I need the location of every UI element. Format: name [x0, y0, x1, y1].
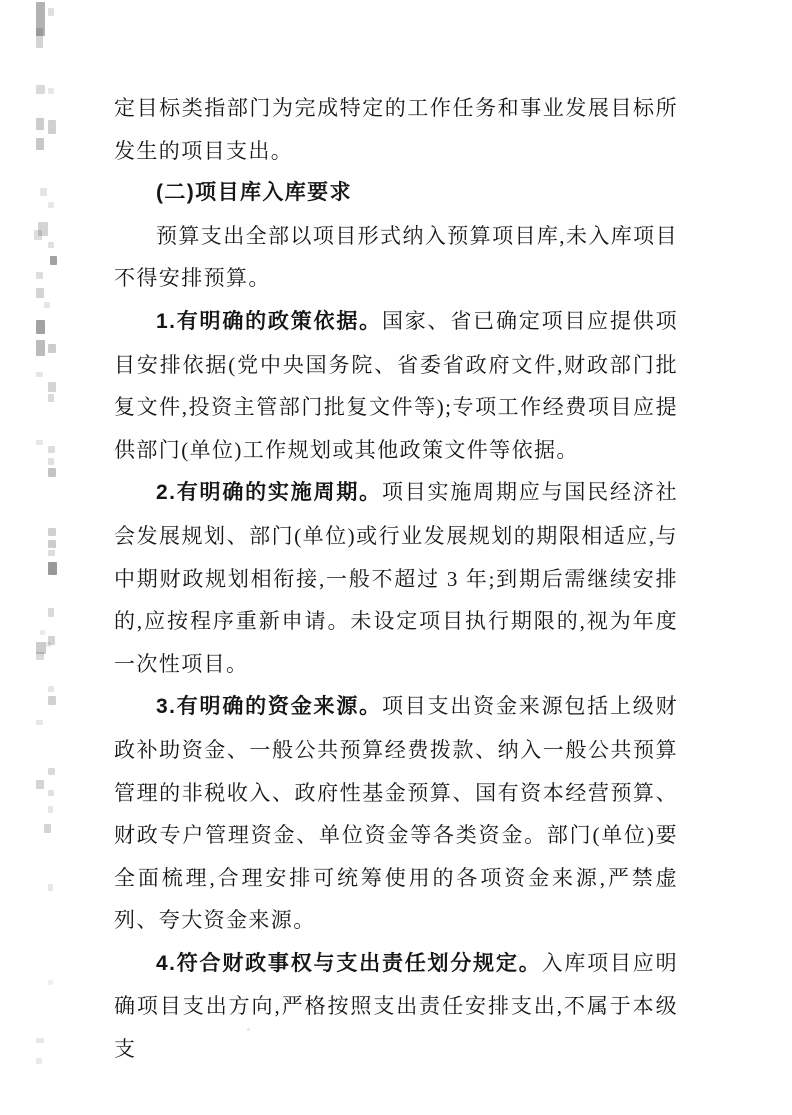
- numbered-item-2: [114, 471, 678, 685]
- scan-artifact: [48, 88, 54, 94]
- scan-artifact: [48, 120, 56, 134]
- paragraph-text: 国家、省已确定项目应提供项目安排依据(党中央国务院、省委省政府文件,财政部门批复文件,投资主管部门批复文件等);专项工作经费项目应提供部门(单位)工作规划或其他政策文件等依据。: [114, 308, 678, 462]
- scan-artifact: [36, 652, 44, 660]
- paragraph-text: 入库项目应明确项目支出方向,严格按照支出责任安排支出,不属于本级支: [114, 950, 678, 1062]
- scan-artifact: [48, 528, 56, 536]
- scan-artifact: [48, 980, 53, 985]
- scan-artifact: [36, 1058, 42, 1064]
- scan-artifact: [34, 230, 42, 240]
- scan-artifact: [48, 446, 55, 453]
- scan-artifact: [48, 696, 56, 705]
- scan-artifact: [40, 188, 47, 196]
- scan-artifact: [48, 636, 55, 645]
- scan-artifact: [36, 340, 45, 356]
- paragraph-text: 项目实施周期应与国民经济社会发展规划、部门(单位)或行业发展规划的期限相适应,与中期财政规划相衔接,一般不超过 3 年;到期后需继续安排的,应按程序重新申请。未设定项目执行期限的,视为年度一次性项目。: [114, 480, 678, 676]
- scan-artifact: [48, 540, 56, 548]
- scan-artifact: [36, 440, 43, 445]
- paragraph: [114, 87, 678, 172]
- scan-artifact: [36, 780, 44, 789]
- scan-artifact: [36, 1038, 44, 1043]
- scan-artifact: [48, 8, 54, 16]
- scan-artifact: [46, 642, 51, 647]
- scan-artifact: [36, 642, 46, 654]
- scan-artifact: [36, 720, 43, 725]
- scan-artifact: [40, 630, 45, 635]
- paragraph: [114, 215, 678, 300]
- numbered-item-4: [114, 942, 678, 1071]
- scan-artifact: [48, 562, 57, 575]
- scan-artifact: [48, 202, 54, 208]
- scan-artifact: [44, 824, 51, 833]
- scan-artifact: [36, 118, 44, 130]
- numbered-item-lead: 1.有明确的政策依据。: [156, 309, 382, 333]
- scan-artifact: [48, 608, 54, 617]
- page-content: [114, 87, 678, 1071]
- section-heading: [114, 172, 678, 215]
- scan-artifact: [48, 344, 56, 353]
- scan-artifact: [38, 222, 48, 236]
- paragraph-text: 定目标类指部门为完成特定的工作任务和事业发展目标所发生的项目支出。: [114, 96, 678, 163]
- scan-artifact: [48, 790, 54, 796]
- scan-artifact: [36, 85, 45, 94]
- numbered-item-lead: 2.有明确的实施周期。: [156, 481, 382, 505]
- scan-artifact: [36, 138, 44, 150]
- scan-artifact: [48, 394, 54, 402]
- scan-artifact: [36, 28, 43, 48]
- numbered-item-3: [114, 685, 678, 942]
- scan-artifact: [48, 242, 54, 248]
- section-heading-text: (二)项目库入库要求: [156, 181, 352, 205]
- scan-artifact: [48, 686, 54, 692]
- scan-artifact: [48, 884, 53, 891]
- scan-artifact: [36, 288, 44, 298]
- paragraph-text: 预算支出全部以项目形式纳入预算项目库,未入库项目不得安排预算。: [114, 223, 678, 291]
- scan-artifact: [48, 458, 54, 465]
- numbered-item-lead: 3.有明确的资金来源。: [156, 695, 382, 719]
- scan-artifact: [48, 550, 55, 556]
- scan-artifact: [36, 320, 45, 334]
- scan-artifact: [44, 302, 50, 308]
- scan-artifact: [36, 372, 43, 377]
- numbered-item-lead: 4.符合财政事权与支出责任划分规定。: [156, 951, 542, 975]
- scan-artifact: [48, 806, 53, 813]
- numbered-item-1: [114, 300, 678, 471]
- scan-artifact: [48, 382, 56, 392]
- paragraph-text: 项目支出资金来源包括上级财政补助资金、一般公共预算经费拨款、纳入一般公共预算管理的非税收入、政府性基金预算、国有资本经营预算、财政专户管理资金、单位资金等各类资金。部门(单位)要全面梳理,合理安排可统筹使用的各项资金来源,严禁虚列、夸大资金来源。: [114, 694, 678, 933]
- scan-artifact: [36, 2, 45, 36]
- scan-artifact: [48, 768, 55, 775]
- scan-artifact: [50, 256, 57, 265]
- scan-artifact: [36, 272, 43, 279]
- scan-artifact: [48, 468, 56, 477]
